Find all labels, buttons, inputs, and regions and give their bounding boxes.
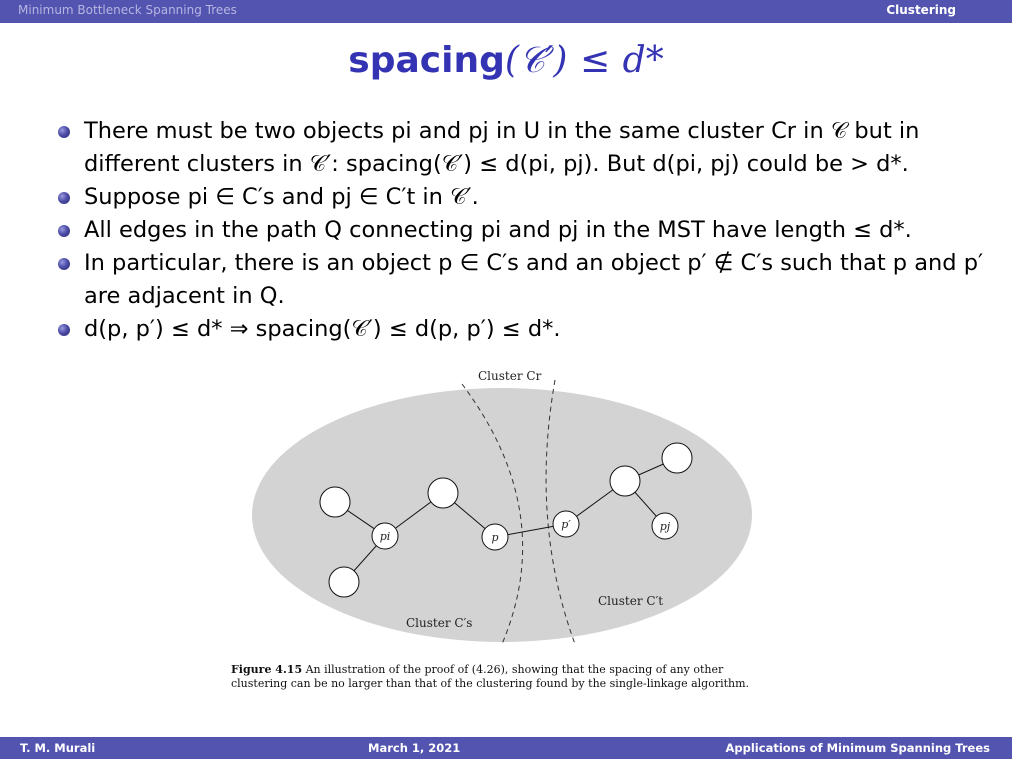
figure-caption	[231, 663, 781, 691]
title-arg: (𝒞′)	[504, 40, 568, 81]
footer-author: T. M. Murali	[20, 741, 96, 755]
bullet-icon	[58, 192, 70, 204]
bullet-icon	[58, 225, 70, 237]
slide-title	[0, 38, 1012, 84]
bullet-text: There must be two objects pi and pj in U in the same cluster Cr in 𝒞 but in different clusters in 𝒞′: spacing(𝒞′) ≤ d(pi, pj). But d(pi, pj) could be > d*.	[84, 118, 920, 177]
subsection-title: Clustering	[886, 3, 956, 17]
bullet-text: d(p, p′) ≤ d* ⇒ spacing(𝒞′) ≤ d(p, p′) ≤ d*.	[84, 316, 561, 342]
footer-bar	[0, 737, 1012, 759]
graph-node	[320, 487, 350, 517]
node-pprime-label: p′	[561, 518, 571, 531]
graph-node	[329, 567, 359, 597]
bullet-list	[58, 115, 998, 346]
bullet-item	[58, 247, 998, 313]
section-title: Minimum Bottleneck Spanning Trees	[18, 3, 237, 17]
graph-node	[662, 443, 692, 473]
header-bar	[0, 0, 1012, 23]
cluster-r-label: Cluster Cr	[478, 369, 542, 383]
bullet-text: Suppose pi ∈ C′s and pj ∈ C′t in 𝒞′.	[84, 184, 479, 210]
graph-node	[428, 478, 458, 508]
graph-node	[610, 466, 640, 496]
bullet-text: In particular, there is an object p ∈ C′s and an object p′ ∉ C′s such that p and p′ are adjacent in Q.	[84, 250, 984, 309]
bullet-icon	[58, 324, 70, 336]
node-pj-label: pj	[659, 520, 671, 533]
caption-label: Figure 4.15	[231, 663, 303, 676]
bullet-icon	[58, 126, 70, 138]
bullet-text: All edges in the path Q connecting pi and pj in the MST have length ≤ d*.	[84, 217, 912, 243]
caption-text: An illustration of the proof of (4.26), showing that the spacing of any other clustering can be no larger than that of the clustering found by the single-linkage algorithm.	[231, 663, 750, 690]
bullet-item	[58, 181, 998, 214]
node-pi-label: pi	[379, 530, 391, 543]
cluster-s-label: Cluster C′s	[406, 616, 473, 630]
cluster-t-label: Cluster C′t	[598, 594, 664, 608]
bullet-item	[58, 115, 998, 181]
bullet-item	[58, 313, 998, 346]
title-rhs: d*	[622, 40, 664, 81]
footer-topic: Applications of Minimum Spanning Trees	[725, 741, 990, 755]
node-p-label: p	[491, 531, 499, 544]
footer-date: March 1, 2021	[368, 741, 461, 755]
bullet-item	[58, 214, 998, 247]
bullet-icon	[58, 258, 70, 270]
cluster-figure	[240, 362, 780, 652]
title-word: spacing	[348, 40, 505, 81]
title-rel: ≤	[579, 40, 611, 81]
